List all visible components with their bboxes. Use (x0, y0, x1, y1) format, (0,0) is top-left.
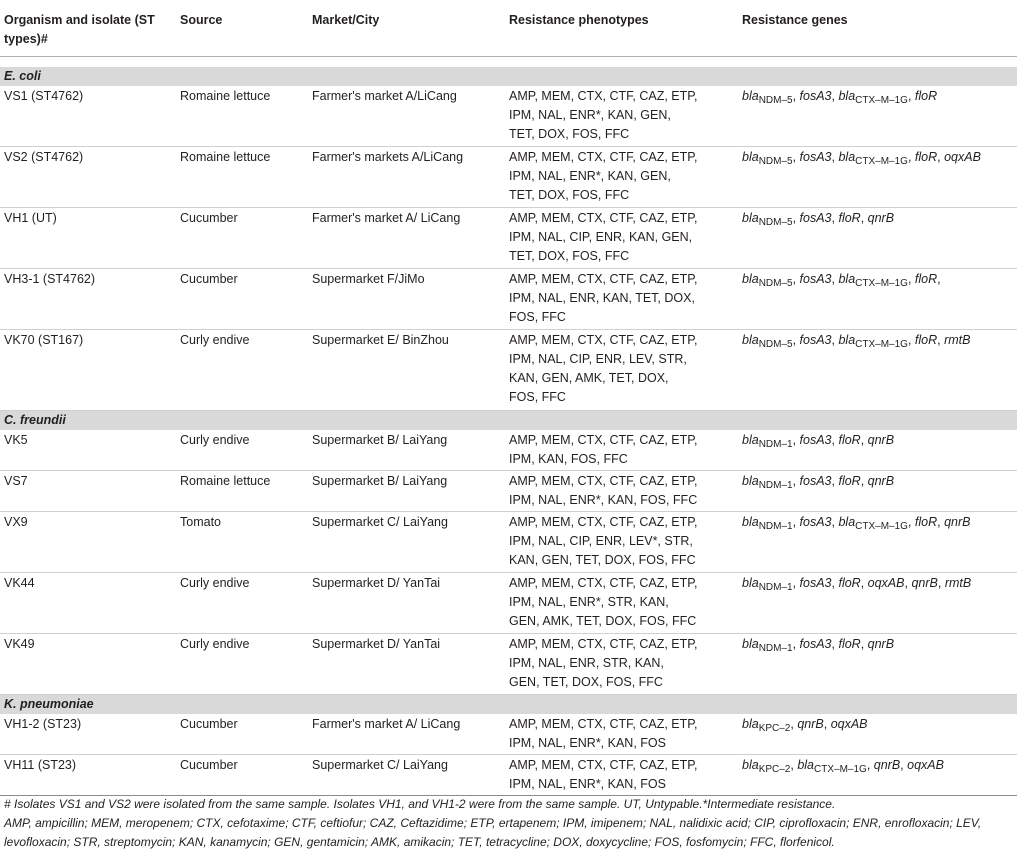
isolate-cell: VK44 (0, 572, 176, 633)
footnote-line: AMP, ampicillin; MEM, meropenem; CTX, cefotaxime; CTF, ceftiofur; CAZ, Ceftazidime; ETP, ertapenem; IPM, imipenem; NAL, nalidixic acid; CIP, ciprofloxacin; ENR, enrofloxacin; LEV, (4, 816, 982, 830)
table-row (0, 714, 1017, 755)
gene-name: floR (838, 432, 861, 447)
genes-cell: bla$_{NDM-1}$, fosA3, floR, qnrB (738, 633, 1017, 694)
gene-name: qnrB (797, 716, 824, 731)
genes-cell: bla$_{NDM-5}$, fosA3, bla$_{CTX-M-1G}$, floR, (738, 268, 1017, 329)
market-cell: Supermarket B/ LaiYang (308, 430, 505, 471)
gene-name: floR (838, 210, 861, 225)
market-cell: Farmer's market A/LiCang (308, 86, 505, 147)
genes-cell: bla$_{NDM-1}$, fosA3, bla$_{CTX-M-1G}$, floR, qnrB (738, 511, 1017, 572)
gene-name: qnrB (873, 757, 901, 772)
gene-name: oqxAB (944, 149, 981, 164)
market-cell: Supermarket F/JiMo (308, 268, 505, 329)
table-row (0, 754, 1017, 795)
gene-name: qnrB (867, 636, 895, 651)
phenotypes-cell: AMP, MEM, CTX, CTF, CAZ, ETP, IPM, NAL, CIP, ENR, LEV, STR, KAN, GEN, AMK, TET, DOX, FOS, FFC (505, 329, 738, 410)
gene-name: bla (742, 473, 759, 488)
gene-subscript: KPC–2 (758, 763, 791, 775)
organism-group-label: C. freundii (0, 410, 1017, 430)
gene-name: bla (742, 575, 759, 590)
source-cell: Cucumber (176, 714, 308, 755)
gene-subscript: CTX–M–1G (855, 94, 908, 106)
source-cell: Curly endive (176, 329, 308, 410)
phenotypes-cell: AMP, MEM, CTX, CTF, CAZ, ETP, IPM, NAL, CIP, ENR, KAN, GEN, TET, DOX, FOS, FFC (505, 207, 738, 268)
genes-cell: bla$_{NDM-5}$, fosA3, bla$_{CTX-M-1G}$, floR, rmtB (738, 329, 1017, 410)
source-cell: Cucumber (176, 268, 308, 329)
gene-name: floR (838, 473, 861, 488)
genes-cell: bla$_{NDM-1}$, fosA3, floR, qnrB (738, 430, 1017, 471)
gene-name: floR (914, 514, 938, 529)
genes-cell: bla$_{NDM-1}$, fosA3, floR, oqxAB, qnrB, rmtB (738, 572, 1017, 633)
gene-name: bla (742, 210, 759, 225)
gene-subscript: CTX–M–1G (855, 277, 908, 289)
gene-name: floR (838, 575, 861, 590)
gene-name: fosA3 (799, 271, 832, 286)
genes-cell: bla$_{NDM-5}$, fosA3, bla$_{CTX-M-1G}$, floR, oqxAB (738, 146, 1017, 207)
market-cell: Supermarket D/ YanTai (308, 633, 505, 694)
gene-name: fosA3 (799, 432, 832, 447)
gene-subscript: NDM–5 (758, 277, 793, 289)
source-cell: Cucumber (176, 207, 308, 268)
header-organism: Organism and isolate (ST types)# (0, 0, 176, 56)
source-cell: Curly endive (176, 572, 308, 633)
gene-name: fosA3 (799, 636, 832, 651)
source-cell: Romaine lettuce (176, 86, 308, 147)
gene-name: fosA3 (799, 514, 832, 529)
group-row (0, 67, 1017, 86)
genes-cell: bla$_{KPC-2}$, bla$_{CTX-M-1G}$, qnrB, oqxAB (738, 754, 1017, 795)
gene-subscript: NDM–1 (758, 581, 793, 593)
genes-cell: bla$_{NDM-5}$, fosA3, bla$_{CTX-M-1G}$, floR (738, 86, 1017, 147)
gene-name: rmtB (944, 575, 972, 590)
gene-subscript: NDM–5 (758, 216, 793, 228)
source-cell: Tomato (176, 511, 308, 572)
genes-cell: bla$_{KPC-2}$, qnrB, oqxAB (738, 714, 1017, 755)
gene-name: bla (742, 636, 759, 651)
gene-subscript: NDM–5 (758, 338, 793, 350)
header-phenotypes: Resistance phenotypes (505, 0, 738, 56)
market-cell: Supermarket C/ LaiYang (308, 754, 505, 795)
gene-name: fosA3 (799, 149, 832, 164)
gene-name: qnrB (867, 432, 895, 447)
gene-trailing-comma: , (937, 271, 941, 286)
table-footnote (0, 795, 1017, 852)
gene-subscript: CTX–M–1G (855, 520, 908, 532)
gene-subscript: NDM–1 (758, 642, 793, 654)
gene-name: bla (838, 88, 856, 103)
table-row (0, 430, 1017, 471)
market-cell: Supermarket B/ LaiYang (308, 470, 505, 511)
phenotypes-cell: AMP, MEM, CTX, CTF, CAZ, ETP, IPM, NAL, ENR*, KAN, FOS (505, 714, 738, 755)
gene-name: bla (838, 271, 856, 286)
header-source: Source (176, 0, 308, 56)
table-row (0, 268, 1017, 329)
isolate-cell: VS2 (ST4762) (0, 146, 176, 207)
phenotypes-cell: AMP, MEM, CTX, CTF, CAZ, ETP, IPM, NAL, ENR, KAN, TET, DOX, FOS, FFC (505, 268, 738, 329)
gene-subscript: KPC–2 (758, 722, 791, 734)
gene-subscript: NDM–5 (758, 94, 793, 106)
isolate-cell: VS7 (0, 470, 176, 511)
gene-name: fosA3 (799, 575, 832, 590)
phenotypes-cell: AMP, MEM, CTX, CTF, CAZ, ETP, IPM, NAL, ENR*, KAN, FOS, FFC (505, 470, 738, 511)
market-cell: Farmer's markets A/LiCang (308, 146, 505, 207)
group-row (0, 410, 1017, 430)
gene-name: bla (742, 149, 759, 164)
phenotypes-cell: AMP, MEM, CTX, CTF, CAZ, ETP, IPM, NAL, ENR, STR, KAN, GEN, TET, DOX, FOS, FFC (505, 633, 738, 694)
market-cell: Farmer's market A/ LiCang (308, 714, 505, 755)
gene-name: fosA3 (799, 332, 832, 347)
isolate-cell: VH1-2 (ST23) (0, 714, 176, 755)
gene-name: qnrB (911, 575, 938, 590)
gene-subscript: NDM–1 (758, 438, 793, 450)
source-cell: Romaine lettuce (176, 470, 308, 511)
table-row (0, 146, 1017, 207)
gene-name: floR (914, 271, 938, 286)
gene-name: bla (742, 432, 759, 447)
isolate-cell: VX9 (0, 511, 176, 572)
table-row (0, 470, 1017, 511)
gene-name: rmtB (944, 332, 971, 347)
source-cell: Romaine lettuce (176, 146, 308, 207)
phenotypes-cell: AMP, MEM, CTX, CTF, CAZ, ETP, IPM, NAL, ENR*, STR, KAN, GEN, AMK, TET, DOX, FOS, FFC (505, 572, 738, 633)
gene-name: bla (742, 271, 759, 286)
isolate-cell: VK49 (0, 633, 176, 694)
gene-name: bla (742, 716, 759, 731)
table-row (0, 633, 1017, 694)
gene-name: fosA3 (799, 473, 832, 488)
genes-cell: bla$_{NDM-5}$, fosA3, floR, qnrB (738, 207, 1017, 268)
source-cell: Curly endive (176, 430, 308, 471)
phenotypes-cell: AMP, MEM, CTX, CTF, CAZ, ETP, IPM, NAL, ENR*, KAN, FOS (505, 754, 738, 795)
table-body (0, 67, 1017, 796)
gene-name: floR (914, 88, 938, 103)
gene-name: fosA3 (799, 210, 832, 225)
gene-subscript: CTX–M–1G (855, 338, 908, 350)
gene-name: bla (838, 149, 856, 164)
gene-subscript: CTX–M–1G (855, 155, 908, 167)
source-cell: Cucumber (176, 754, 308, 795)
table-row (0, 86, 1017, 147)
gene-name: oqxAB (867, 575, 905, 590)
phenotypes-cell: AMP, MEM, CTX, CTF, CAZ, ETP, IPM, NAL, ENR*, KAN, GEN, TET, DOX, FOS, FFC (505, 86, 738, 147)
table-header (0, 0, 1017, 67)
table-row (0, 572, 1017, 633)
gene-name: floR (914, 332, 938, 347)
gene-subscript: NDM–1 (758, 479, 793, 491)
header-genes: Resistance genes (738, 0, 1017, 56)
gene-subscript: NDM–1 (758, 520, 793, 532)
market-cell: Supermarket D/ YanTai (308, 572, 505, 633)
footnote-line: # Isolates VS1 and VS2 were isolated from the same sample. Isolates VH1, and VH1-2 were from the same sample. UT, Untypable.*Intermediate resistance. (4, 797, 836, 811)
phenotypes-cell: AMP, MEM, CTX, CTF, CAZ, ETP, IPM, NAL, ENR*, KAN, GEN, TET, DOX, FOS, FFC (505, 146, 738, 207)
gene-name: oqxAB (907, 757, 944, 772)
gene-name: fosA3 (799, 88, 832, 103)
gene-name: floR (838, 636, 861, 651)
gene-name: bla (742, 757, 759, 772)
gene-name: bla (742, 88, 759, 103)
isolate-cell: VH3-1 (ST4762) (0, 268, 176, 329)
footnote-line: levofloxacin; STR, streptomycin; KAN, kanamycin; GEN, gentamicin; AMK, amikacin; TET, tetracycline; DOX, doxycycline; FOS, fosfomycin; FFC, florfenicol. (4, 835, 835, 849)
isolate-cell: VH1 (UT) (0, 207, 176, 268)
gene-subscript: CTX–M–1G (814, 763, 867, 775)
gene-name: bla (838, 332, 856, 347)
table-row (0, 511, 1017, 572)
phenotypes-cell: AMP, MEM, CTX, CTF, CAZ, ETP, IPM, NAL, CIP, ENR, LEV*, STR, KAN, GEN, TET, DOX, FOS, FFC (505, 511, 738, 572)
isolate-cell: VK70 (ST167) (0, 329, 176, 410)
gene-name: bla (797, 757, 815, 772)
gene-name: bla (742, 332, 759, 347)
gene-name: bla (838, 514, 856, 529)
gene-name: qnrB (867, 210, 895, 225)
table-row (0, 329, 1017, 410)
gene-name: qnrB (867, 473, 895, 488)
market-cell: Supermarket E/ BinZhou (308, 329, 505, 410)
table-row (0, 207, 1017, 268)
organism-group-label: E. coli (0, 67, 1017, 86)
group-row (0, 694, 1017, 714)
gene-name: floR (914, 149, 938, 164)
isolate-cell: VS1 (ST4762) (0, 86, 176, 147)
gene-subscript: NDM–5 (758, 155, 793, 167)
market-cell: Supermarket C/ LaiYang (308, 511, 505, 572)
isolate-cell: VH11 (ST23) (0, 754, 176, 795)
organism-group-label: K. pneumoniae (0, 694, 1017, 714)
gene-name: bla (742, 514, 759, 529)
market-cell: Farmer's market A/ LiCang (308, 207, 505, 268)
genes-cell: bla$_{NDM-1}$, fosA3, floR, qnrB (738, 470, 1017, 511)
header-market: Market/City (308, 0, 505, 56)
gene-name: qnrB (944, 514, 971, 529)
gene-name: oqxAB (830, 716, 868, 731)
source-cell: Curly endive (176, 633, 308, 694)
isolate-cell: VK5 (0, 430, 176, 471)
phenotypes-cell: AMP, MEM, CTX, CTF, CAZ, ETP, IPM, KAN, FOS, FFC (505, 430, 738, 471)
